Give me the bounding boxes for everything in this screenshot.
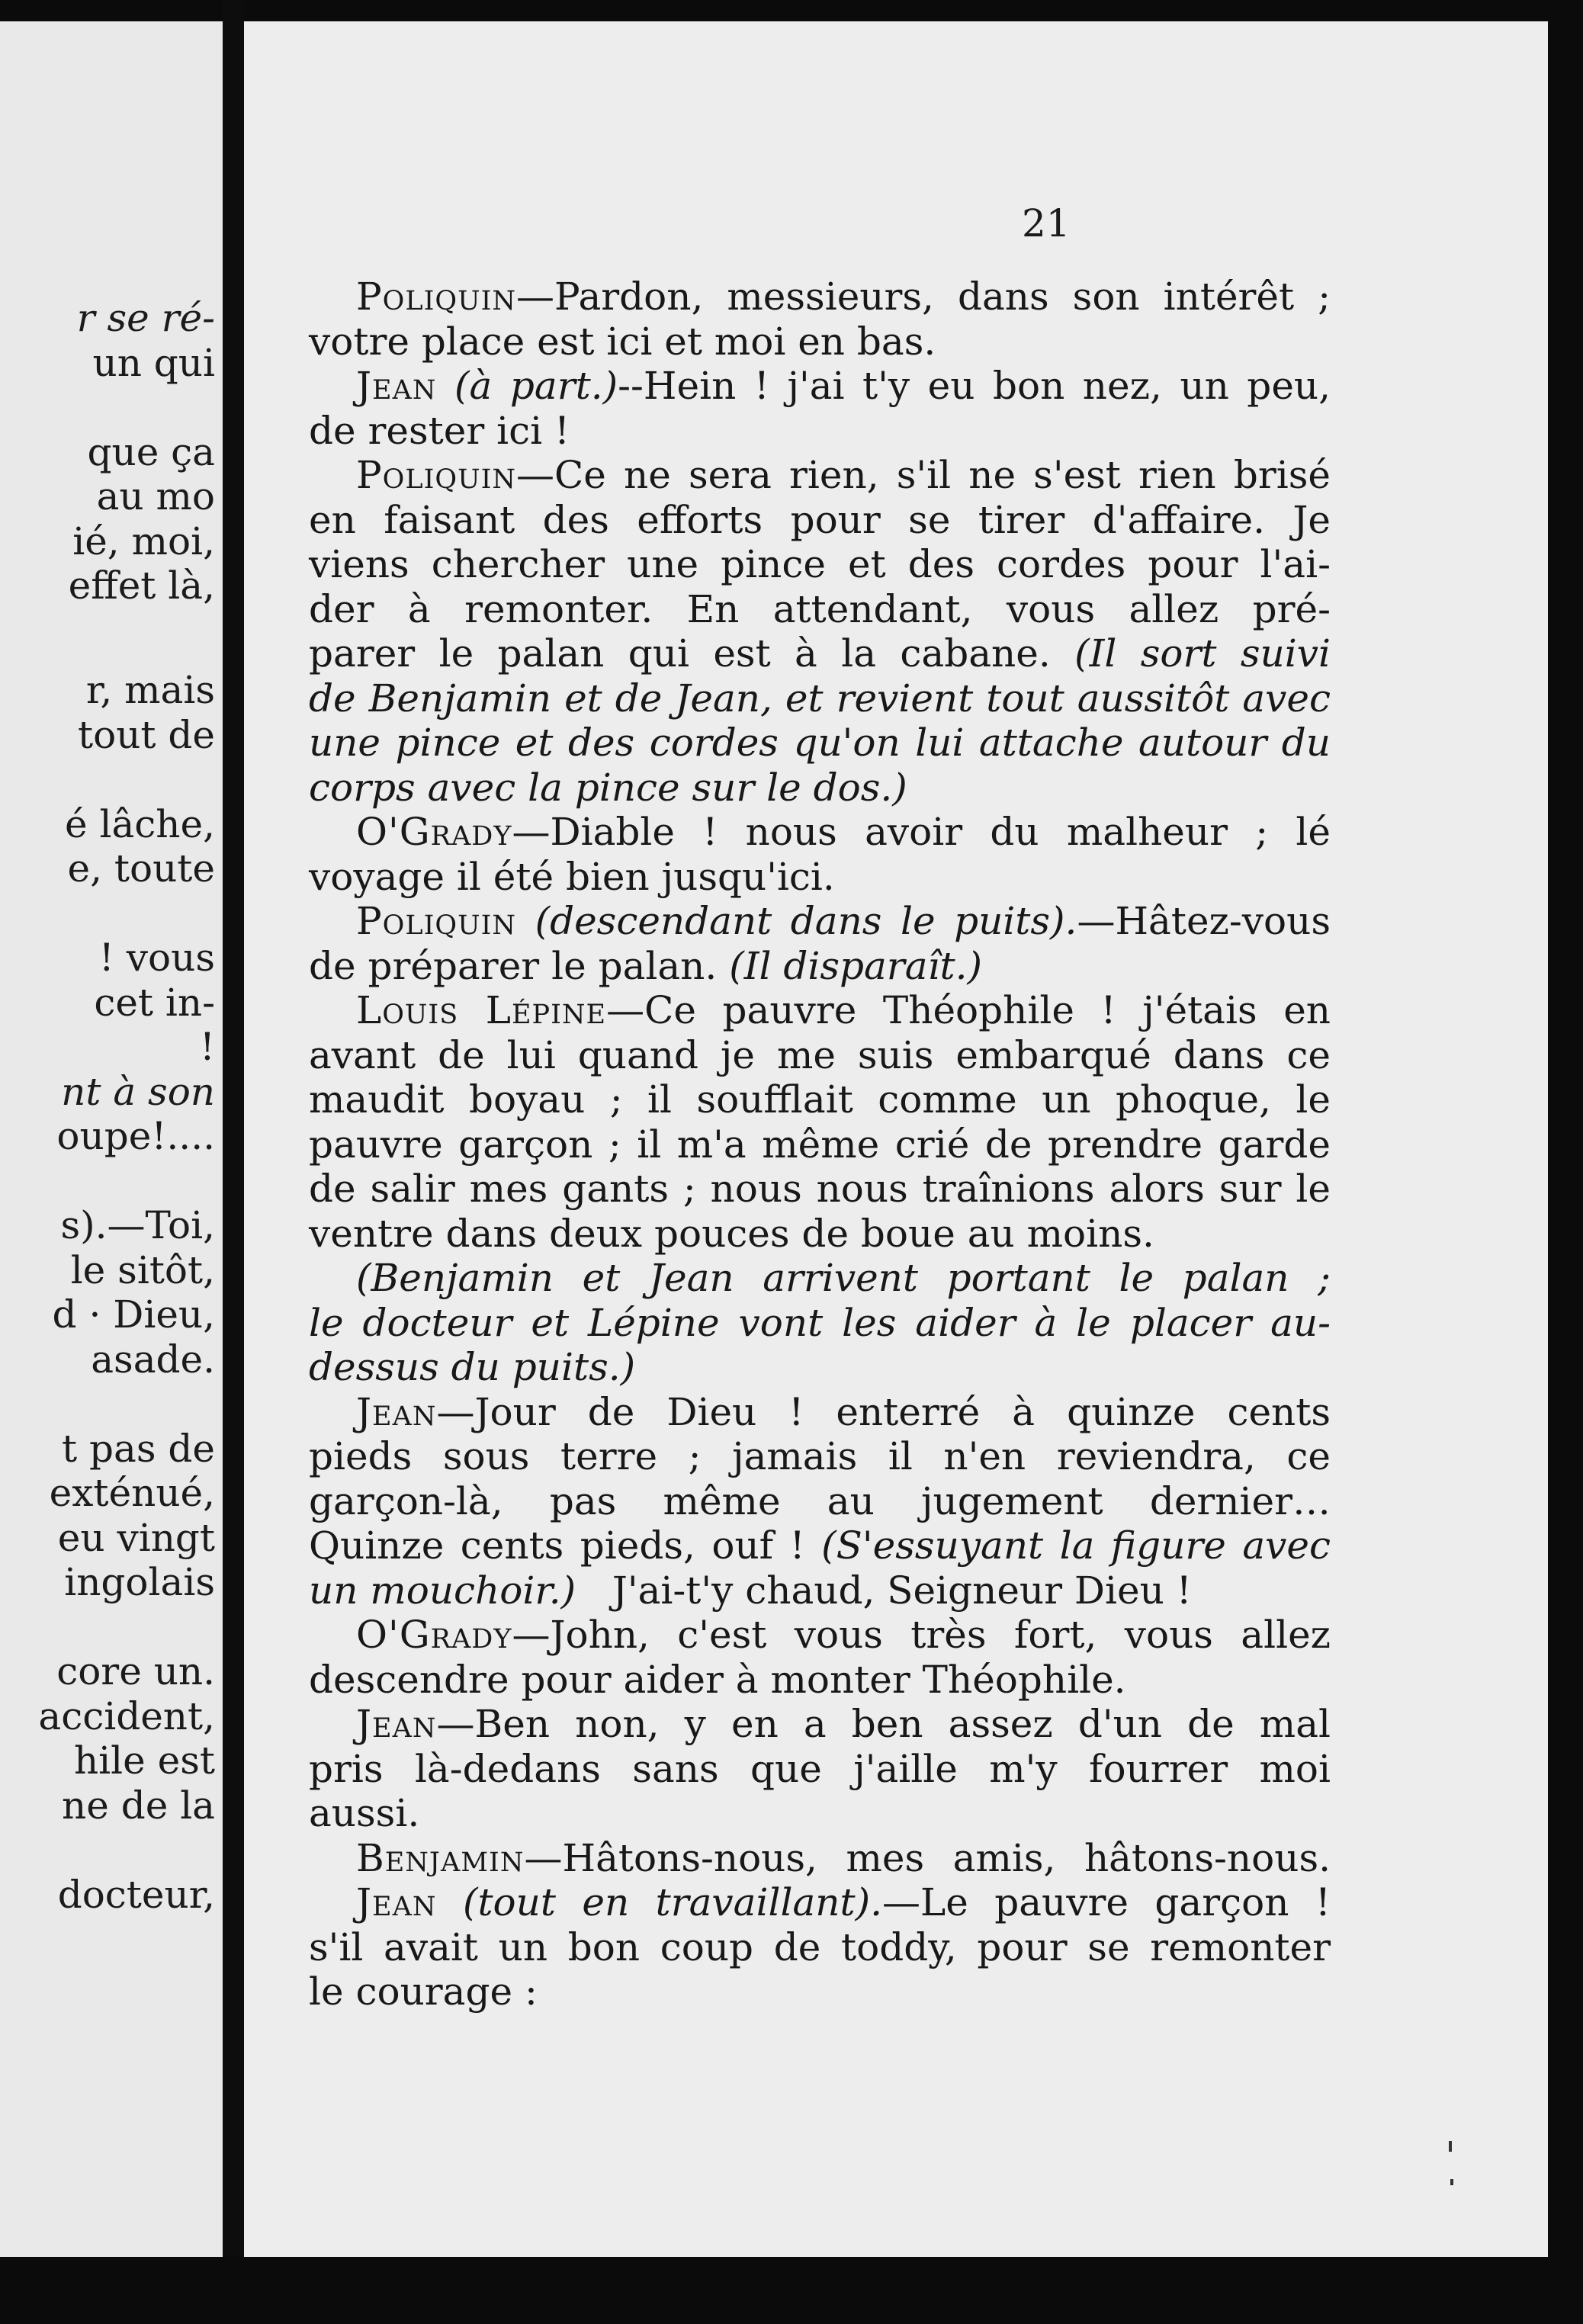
dialogue-line: maudit boyau ; il soufflait comme un phoque, le xyxy=(309,1077,1331,1122)
speaker-name: Jean xyxy=(356,1702,437,1746)
dialogue-line xyxy=(309,1390,1331,1435)
stage-direction: (Il sort suivi xyxy=(1074,631,1331,676)
dialogue-line: pieds sous terre ; jamais il n'en reviendra, ce xyxy=(309,1434,1331,1478)
speech: Quinze cents pieds, ouf ! xyxy=(309,1523,805,1568)
left-page-text xyxy=(8,296,215,1917)
dialogue-line xyxy=(309,1523,1331,1568)
speaker-name: Jean xyxy=(356,1880,437,1924)
left-line: exténué, xyxy=(49,1471,215,1515)
speech: —Ce pauvre Théophile ! j'étais en xyxy=(606,988,1331,1032)
dialogue-line xyxy=(309,1880,1331,1925)
stage-direction: (S'essuyant la figure avec xyxy=(821,1523,1331,1568)
stage-direction-line: de Benjamin et de Jean, et revient tout aussitôt avec xyxy=(309,676,1331,721)
left-line: docteur, xyxy=(57,1872,215,1917)
dialogue-line xyxy=(309,453,1331,498)
left-line: ! xyxy=(199,1025,215,1069)
scan-border-right xyxy=(1548,0,1583,2324)
left-line: e, toute xyxy=(67,846,215,891)
dialogue-line xyxy=(309,944,1331,989)
dialogue-line: aussi. xyxy=(309,1791,420,1835)
page-number: 21 xyxy=(1022,201,1071,246)
dialogue-line xyxy=(309,364,1331,409)
dialogue-line: avant de lui quand je me suis embarqué dans ce xyxy=(309,1032,1331,1077)
dialogue-line: le courage : xyxy=(309,1969,538,2014)
speaker-name: O'Grady xyxy=(356,810,512,854)
dialogue-line: en faisant des efforts pour se tirer d'affaire. Je xyxy=(309,497,1331,542)
stage-direction-line: dessus du puits.) xyxy=(309,1345,636,1389)
left-line: r, mais xyxy=(85,668,215,712)
dialogue-line: viens chercher une pince et des cordes pour l'ai- xyxy=(309,542,1331,586)
left-line: eu vingt xyxy=(57,1515,215,1560)
dialogue-line: pris là-dedans sans que j'aille m'y fourrer moi xyxy=(309,1746,1331,1791)
left-line: effet là, xyxy=(68,563,215,608)
dialogue-line xyxy=(309,988,1331,1033)
speech: —Hâtons-nous, mes amis, hâtons-nous. xyxy=(524,1835,1331,1880)
stage-direction: (tout en travaillant). xyxy=(462,1880,882,1924)
left-line: que ça xyxy=(87,429,215,474)
stage-direction: (Il disparaît.) xyxy=(729,943,982,988)
scan-speck xyxy=(1449,2141,1452,2152)
speaker-name: Jean xyxy=(356,1389,437,1434)
left-line: nt à son xyxy=(61,1069,215,1114)
dialogue-line: descendre pour aider à monter Théophile. xyxy=(309,1657,1126,1702)
left-line: asade. xyxy=(91,1337,215,1382)
left-line: hile est xyxy=(73,1738,215,1783)
speech: —Le pauvre garçon ! xyxy=(881,1880,1331,1924)
dialogue-line: votre place est ici et moi en bas. xyxy=(309,319,936,364)
speech: parer le palan qui est à la cabane. xyxy=(309,631,1051,676)
dialogue-line: pauvre garçon ; il m'a même crié de prendre garde xyxy=(309,1122,1331,1167)
speaker-name: Benjamin xyxy=(356,1835,525,1880)
stage-direction-line: le docteur et Lépine vont les aider à le placer au- xyxy=(309,1300,1331,1345)
dialogue-line xyxy=(309,810,1331,855)
left-line: un qui xyxy=(92,340,215,385)
speaker-name: Jean xyxy=(356,364,437,408)
scan-speck xyxy=(1450,2179,1453,2185)
stage-direction: (à part.) xyxy=(454,364,618,408)
dialogue-line xyxy=(309,274,1331,319)
dialogue-line xyxy=(309,899,1331,944)
speech: —John, c'est vous très fort, vous allez xyxy=(512,1613,1331,1657)
speaker-name: O'Grady xyxy=(356,1613,512,1657)
speech: —Diable ! nous avoir du malheur ; lé xyxy=(512,810,1331,854)
dialogue-line xyxy=(309,631,1331,676)
speech: —Pardon, messieurs, dans son intérêt ; xyxy=(516,274,1331,319)
speech: —Jour de Dieu ! enterré à quinze cents xyxy=(436,1389,1331,1434)
left-line: r se ré- xyxy=(76,296,215,340)
speech: J'ai-t'y chaud, Seigneur Dieu ! xyxy=(612,1568,1192,1613)
left-line: cet in- xyxy=(94,980,215,1025)
dialogue-line: voyage il été bien jusqu'ici. xyxy=(309,854,835,899)
speech: —Ce ne sera rien, s'il ne s'est rien brisé xyxy=(516,453,1331,497)
left-line: core un. xyxy=(56,1649,215,1693)
speech: —Ben non, y en a ben assez d'un de mal xyxy=(436,1702,1331,1746)
dialogue-line: de salir mes gants ; nous nous traînions alors sur le xyxy=(309,1167,1331,1211)
left-line: d · Dieu, xyxy=(52,1292,215,1337)
stage-direction: (descendant dans le puits). xyxy=(535,899,1077,943)
book-gutter xyxy=(223,0,244,2257)
dialogue-line xyxy=(309,1702,1331,1747)
speaker-name: Poliquin xyxy=(356,453,517,497)
left-line: au mo xyxy=(96,474,215,518)
left-line: s).—Toi, xyxy=(60,1203,215,1247)
dialogue-line xyxy=(309,1613,1331,1658)
left-line: oupe!.... xyxy=(56,1114,215,1158)
left-facing-page xyxy=(0,21,223,2257)
dialogue-line: de rester ici ! xyxy=(309,408,570,453)
dialogue-text xyxy=(309,274,1331,2014)
stage-direction: un mouchoir.) xyxy=(309,1568,576,1613)
dialogue-line: der à remonter. En attendant, vous allez pré- xyxy=(309,586,1331,631)
left-line: ne de la xyxy=(62,1783,215,1828)
dialogue-line: ventre dans deux pouces de boue au moins. xyxy=(309,1211,1154,1256)
left-line: tout de xyxy=(78,712,215,757)
dialogue-line xyxy=(309,1836,1331,1881)
speaker-name: Poliquin xyxy=(356,274,517,319)
left-line: le sitôt, xyxy=(70,1247,215,1292)
left-line: ingolais xyxy=(64,1560,215,1604)
left-line: ié, moi, xyxy=(72,518,215,563)
dialogue-line xyxy=(309,1568,1331,1613)
left-line: t pas de xyxy=(62,1426,215,1471)
left-line: ! vous xyxy=(98,936,215,980)
scan-border-bottom xyxy=(0,2257,1583,2324)
dialogue-line: s'il avait un bon coup de toddy, pour se remonter xyxy=(309,1924,1331,1969)
stage-direction-line: une pince et des cordes qu'on lui attache autour du xyxy=(309,721,1331,765)
stage-direction-line: corps avec la pince sur le dos.) xyxy=(309,765,907,810)
left-line: accident, xyxy=(38,1693,215,1738)
stage-direction-line: (Benjamin et Jean arrivent portant le palan ; xyxy=(356,1256,1331,1300)
speech: de préparer le palan. xyxy=(309,943,718,988)
dialogue-line: garçon-là, pas même au jugement dernier… xyxy=(309,1478,1331,1523)
left-line: é lâche, xyxy=(65,801,215,846)
speaker-name: Louis Lépine xyxy=(356,988,607,1032)
speech: --Hein ! j'ai t'y eu bon nez, un peu, xyxy=(618,364,1331,408)
speech: —Hâtez-vous xyxy=(1077,899,1331,943)
speaker-name: Poliquin xyxy=(356,899,517,943)
